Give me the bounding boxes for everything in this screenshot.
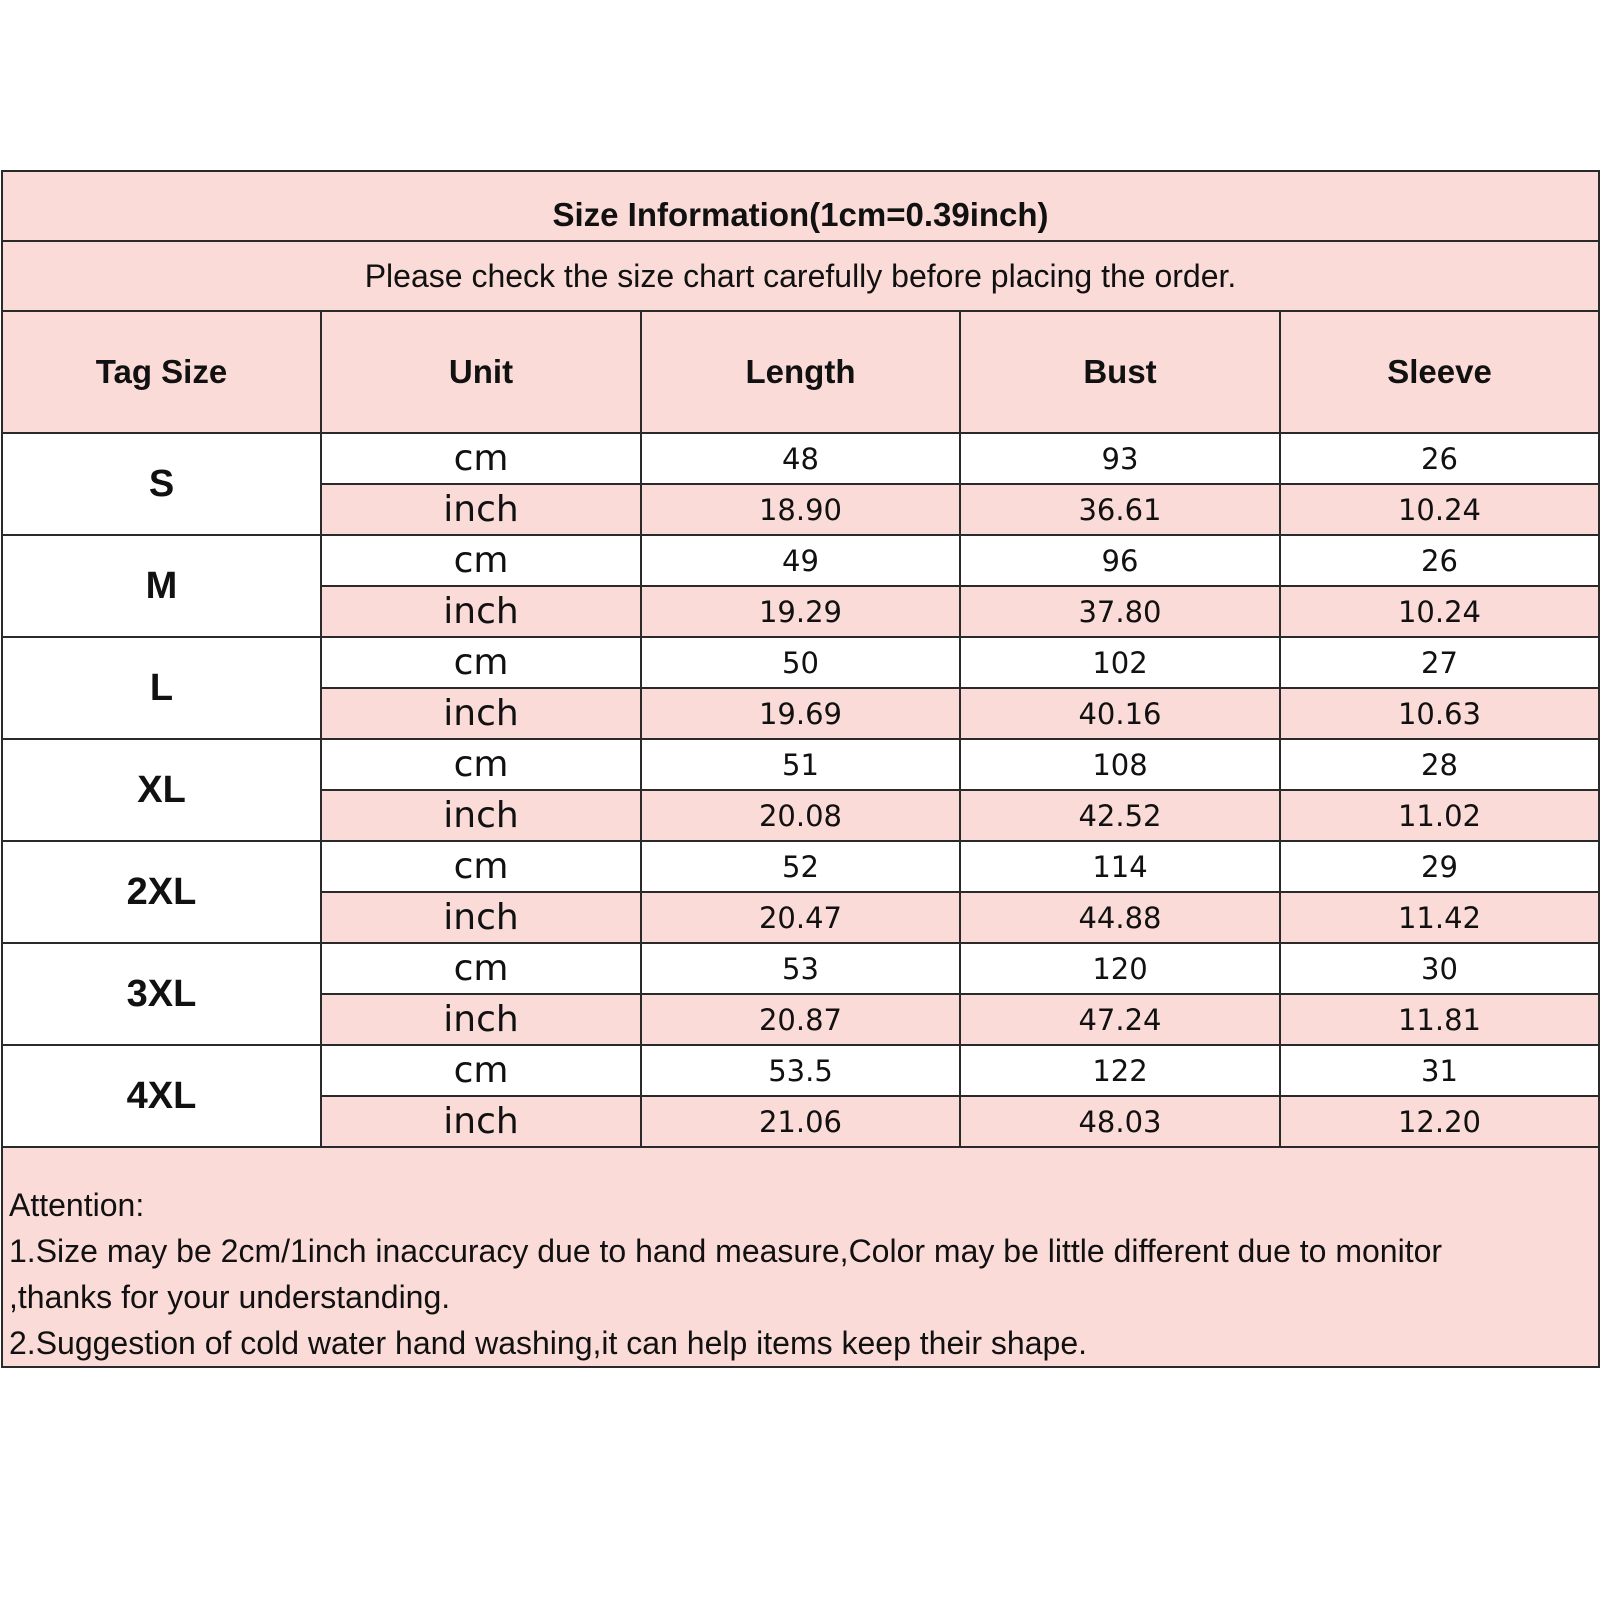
sleeve-cell: 31 bbox=[1280, 1045, 1599, 1096]
bust-cell: 47.24 bbox=[960, 994, 1280, 1045]
notes-line-3: 2.Suggestion of cold water hand washing,it can help items keep their shape. bbox=[9, 1325, 1087, 1361]
tag-size-cell: 2XL bbox=[2, 841, 321, 943]
length-cell: 18.90 bbox=[641, 484, 960, 535]
chart-subtitle: Please check the size chart carefully before placing the order. bbox=[2, 241, 1599, 311]
unit-cell: inch bbox=[321, 1096, 641, 1147]
bust-cell: 114 bbox=[960, 841, 1280, 892]
unit-cell: inch bbox=[321, 892, 641, 943]
bust-cell: 102 bbox=[960, 637, 1280, 688]
notes-line-1: 1.Size may be 2cm/1inch inaccuracy due to hand measure,Color may be little different due to monitor bbox=[9, 1233, 1443, 1269]
size-table bbox=[1, 170, 1600, 1368]
unit-cell: inch bbox=[321, 790, 641, 841]
table-row bbox=[2, 433, 1599, 484]
unit-cell: cm bbox=[321, 841, 641, 892]
sleeve-cell: 29 bbox=[1280, 841, 1599, 892]
header-tag-size: Tag Size bbox=[2, 311, 321, 433]
unit-cell: inch bbox=[321, 484, 641, 535]
notes-heading: Attention: bbox=[9, 1187, 145, 1223]
tag-size-cell: M bbox=[2, 535, 321, 637]
tag-size-cell: 3XL bbox=[2, 943, 321, 1045]
unit-cell: cm bbox=[321, 433, 641, 484]
table-row bbox=[2, 739, 1599, 790]
bust-cell: 108 bbox=[960, 739, 1280, 790]
length-cell: 20.47 bbox=[641, 892, 960, 943]
size-chart bbox=[1, 170, 1598, 1368]
table-row bbox=[2, 1045, 1599, 1096]
tag-size-cell: 4XL bbox=[2, 1045, 321, 1147]
tag-size-cell: S bbox=[2, 433, 321, 535]
table-row bbox=[2, 841, 1599, 892]
unit-cell: cm bbox=[321, 1045, 641, 1096]
unit-cell: cm bbox=[321, 637, 641, 688]
notes-line-2: ,thanks for your understanding. bbox=[9, 1279, 451, 1315]
sleeve-cell: 11.42 bbox=[1280, 892, 1599, 943]
bust-cell: 42.52 bbox=[960, 790, 1280, 841]
chart-title: Size Information(1cm=0.39inch) bbox=[2, 171, 1599, 241]
length-cell: 52 bbox=[641, 841, 960, 892]
sleeve-cell: 11.81 bbox=[1280, 994, 1599, 1045]
length-cell: 53 bbox=[641, 943, 960, 994]
length-cell: 19.69 bbox=[641, 688, 960, 739]
table-row bbox=[2, 943, 1599, 994]
sleeve-cell: 30 bbox=[1280, 943, 1599, 994]
unit-cell: inch bbox=[321, 586, 641, 637]
unit-cell: inch bbox=[321, 688, 641, 739]
sleeve-cell: 10.24 bbox=[1280, 586, 1599, 637]
length-cell: 51 bbox=[641, 739, 960, 790]
table-row bbox=[2, 637, 1599, 688]
bust-cell: 93 bbox=[960, 433, 1280, 484]
sleeve-cell: 27 bbox=[1280, 637, 1599, 688]
header-sleeve: Sleeve bbox=[1280, 311, 1599, 433]
length-cell: 20.08 bbox=[641, 790, 960, 841]
sleeve-cell: 10.63 bbox=[1280, 688, 1599, 739]
sleeve-cell: 26 bbox=[1280, 535, 1599, 586]
header-unit: Unit bbox=[321, 311, 641, 433]
length-cell: 19.29 bbox=[641, 586, 960, 637]
tag-size-cell: XL bbox=[2, 739, 321, 841]
bust-cell: 44.88 bbox=[960, 892, 1280, 943]
sleeve-cell: 12.20 bbox=[1280, 1096, 1599, 1147]
notes-section bbox=[2, 1147, 1599, 1367]
bust-cell: 48.03 bbox=[960, 1096, 1280, 1147]
bust-cell: 122 bbox=[960, 1045, 1280, 1096]
tag-size-cell: L bbox=[2, 637, 321, 739]
table-row bbox=[2, 535, 1599, 586]
bust-cell: 36.61 bbox=[960, 484, 1280, 535]
length-cell: 49 bbox=[641, 535, 960, 586]
unit-cell: cm bbox=[321, 943, 641, 994]
unit-cell: inch bbox=[321, 994, 641, 1045]
length-cell: 48 bbox=[641, 433, 960, 484]
length-cell: 53.5 bbox=[641, 1045, 960, 1096]
length-cell: 50 bbox=[641, 637, 960, 688]
bust-cell: 96 bbox=[960, 535, 1280, 586]
bust-cell: 120 bbox=[960, 943, 1280, 994]
unit-cell: cm bbox=[321, 739, 641, 790]
bust-cell: 37.80 bbox=[960, 586, 1280, 637]
sleeve-cell: 10.24 bbox=[1280, 484, 1599, 535]
length-cell: 21.06 bbox=[641, 1096, 960, 1147]
bust-cell: 40.16 bbox=[960, 688, 1280, 739]
sleeve-cell: 11.02 bbox=[1280, 790, 1599, 841]
header-length: Length bbox=[641, 311, 960, 433]
header-bust: Bust bbox=[960, 311, 1280, 433]
header-row bbox=[2, 311, 1599, 433]
sleeve-cell: 26 bbox=[1280, 433, 1599, 484]
sleeve-cell: 28 bbox=[1280, 739, 1599, 790]
unit-cell: cm bbox=[321, 535, 641, 586]
length-cell: 20.87 bbox=[641, 994, 960, 1045]
